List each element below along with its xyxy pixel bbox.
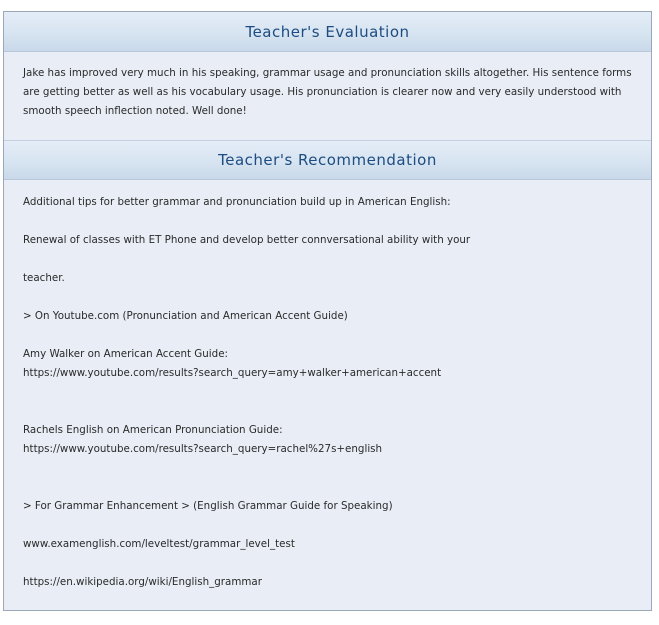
- evaluation-panel: [3, 11, 652, 611]
- recommendation-title: Teacher's Recommendation: [218, 151, 437, 169]
- evaluation-title: Teacher's Evaluation: [245, 22, 410, 41]
- evaluation-header: [4, 12, 651, 52]
- youtube-heading: > On Youtube.com (Pronunciation and American Accent Guide): [23, 310, 348, 322]
- rachels-english-label: Rachels English on American Pronunciation Guide:: [23, 424, 283, 436]
- grammar-heading: > For Grammar Enhancement > (English Grammar Guide for Speaking): [23, 500, 393, 512]
- recommendation-header: [4, 140, 651, 180]
- rachels-english-link[interactable]: https://www.youtube.com/results?search_query=rachel%27s+english: [23, 443, 383, 455]
- recommendation-renewal: Renewal of classes with ET Phone and develop better connversational ability with your: [23, 234, 471, 246]
- wikipedia-link[interactable]: https://en.wikipedia.org/wiki/English_grammar: [23, 576, 262, 588]
- evaluation-text: Jake has improved very much in his speaking, grammar usage and pronunciation skills altogether. His sentence forms are getting better as well as his vocabulary usage. His pronunciation is clearer now and very easily understood with smooth speech inflection noted. Well done!: [23, 67, 632, 117]
- recommendation-renewal-cont: teacher.: [23, 272, 65, 284]
- examenglish-link[interactable]: www.examenglish.com/leveltest/grammar_level_test: [23, 538, 295, 550]
- amy-walker-link[interactable]: https://www.youtube.com/results?search_query=amy+walker+american+accent: [23, 367, 442, 379]
- amy-walker-label: Amy Walker on American Accent Guide:: [23, 348, 229, 360]
- recommendation-intro: Additional tips for better grammar and pronunciation build up in American English:: [23, 196, 451, 208]
